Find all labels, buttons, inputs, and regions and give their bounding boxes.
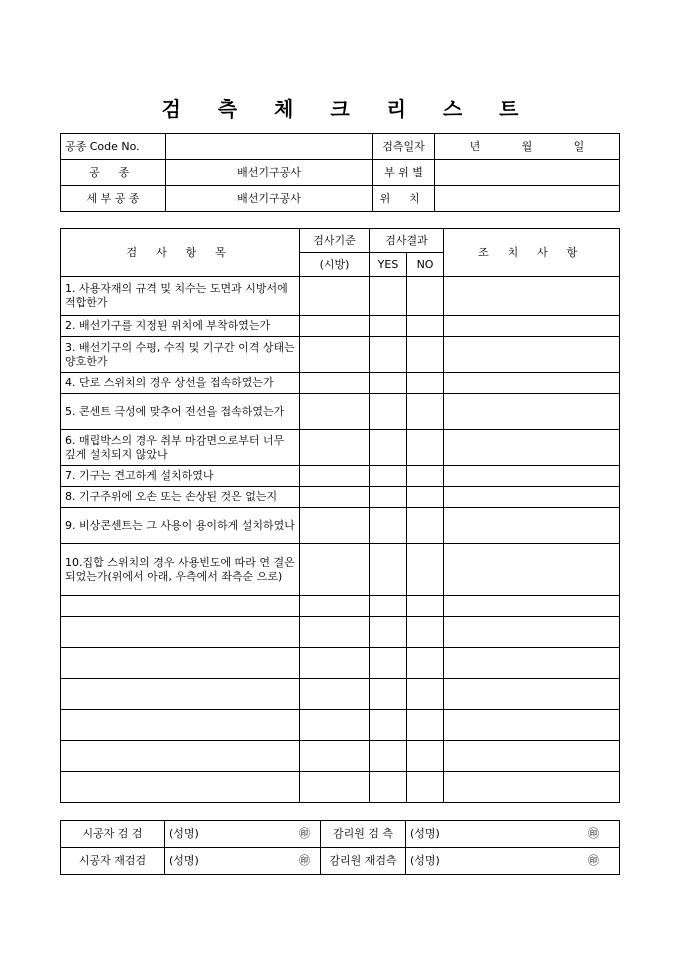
col-action-header: 조 치 사 항 xyxy=(444,229,620,277)
table-row xyxy=(61,373,620,394)
yes-cell[interactable] xyxy=(370,394,407,430)
work-type-value[interactable]: 배선기구공사 xyxy=(166,160,373,186)
check-item: 7. 기구는 견고하게 설치하였나 xyxy=(61,466,300,487)
action-cell[interactable] xyxy=(444,508,620,544)
table-row xyxy=(61,466,620,487)
name-label: (성명) xyxy=(169,854,199,867)
yes-cell[interactable] xyxy=(370,710,407,741)
action-cell[interactable] xyxy=(444,373,620,394)
action-cell[interactable] xyxy=(444,710,620,741)
contractor-reinspect-sign[interactable] xyxy=(165,848,321,875)
check-item: 4. 단로 스위치의 경우 상선을 접속하였는가 xyxy=(61,373,300,394)
no-cell[interactable] xyxy=(407,710,444,741)
date-year-label: 년 xyxy=(469,139,481,153)
check-item: 9. 비상콘센트는 그 사용이 용이하게 설치하였나 xyxy=(61,508,300,544)
yes-cell[interactable] xyxy=(370,648,407,679)
standard-cell[interactable] xyxy=(300,277,370,316)
seal-icon: ㊞ xyxy=(588,854,599,867)
check-item[interactable] xyxy=(61,617,300,648)
check-item: 1. 사용자재의 규격 및 치수는 도면과 시방서에 적합한가 xyxy=(61,277,300,316)
standard-cell[interactable] xyxy=(300,373,370,394)
col-standard-sub: (시방) xyxy=(300,253,370,277)
table-row xyxy=(61,741,620,772)
check-item[interactable] xyxy=(61,596,300,617)
action-cell[interactable] xyxy=(444,679,620,710)
work-code-label: 공종 Code No. xyxy=(61,134,166,160)
sub-work-value[interactable]: 배선기구공사 xyxy=(166,186,373,212)
standard-cell[interactable] xyxy=(300,430,370,466)
col-yes-header: YES xyxy=(370,253,407,277)
standard-cell[interactable] xyxy=(300,741,370,772)
no-cell[interactable] xyxy=(407,544,444,596)
table-row xyxy=(61,430,620,466)
no-cell[interactable] xyxy=(407,316,444,337)
table-row xyxy=(61,679,620,710)
check-item: 2. 배선기구를 지정된 위치에 부착하였는가 xyxy=(61,316,300,337)
standard-cell[interactable] xyxy=(300,772,370,803)
page-title: 검 측 체 크 리 스 트 xyxy=(161,97,534,121)
no-cell[interactable] xyxy=(407,373,444,394)
date-month-label: 월 xyxy=(521,139,533,153)
no-cell[interactable] xyxy=(407,741,444,772)
seal-icon: ㊞ xyxy=(588,827,599,840)
yes-cell[interactable] xyxy=(370,316,407,337)
table-row xyxy=(61,617,620,648)
table-row xyxy=(61,508,620,544)
check-item[interactable] xyxy=(61,710,300,741)
standard-cell[interactable] xyxy=(300,544,370,596)
standard-cell[interactable] xyxy=(300,487,370,508)
table-row xyxy=(61,316,620,337)
seal-icon: ㊞ xyxy=(299,854,310,867)
yes-cell[interactable] xyxy=(370,337,407,373)
no-cell[interactable] xyxy=(407,679,444,710)
part-value[interactable] xyxy=(435,160,620,186)
no-cell[interactable] xyxy=(407,596,444,617)
location-label: 위 치 xyxy=(373,186,435,212)
yes-cell[interactable] xyxy=(370,508,407,544)
yes-cell[interactable] xyxy=(370,617,407,648)
check-item: 10.집합 스위치의 경우 사용빈도에 따라 연 결은 되었는가(위에서 아래, 우측에서 좌측순 으로) xyxy=(61,544,300,596)
standard-cell[interactable] xyxy=(300,679,370,710)
action-cell[interactable] xyxy=(444,337,620,373)
no-cell[interactable] xyxy=(407,277,444,316)
action-cell[interactable] xyxy=(444,430,620,466)
supervisor-reinspect-sign[interactable] xyxy=(406,848,620,875)
no-cell[interactable] xyxy=(407,508,444,544)
check-item: 6. 매립박스의 경우 취부 마감면으로부터 너무 깊게 설치되지 않았나 xyxy=(61,430,300,466)
part-label: 부 위 별 xyxy=(373,160,435,186)
yes-cell[interactable] xyxy=(370,466,407,487)
action-cell[interactable] xyxy=(444,394,620,430)
yes-cell[interactable] xyxy=(370,430,407,466)
check-item[interactable] xyxy=(61,648,300,679)
standard-cell[interactable] xyxy=(300,466,370,487)
check-item[interactable] xyxy=(61,741,300,772)
date-day-label: 일 xyxy=(573,139,585,153)
col-item-header: 검 사 항 목 xyxy=(61,229,300,277)
standard-cell[interactable] xyxy=(300,337,370,373)
action-cell[interactable] xyxy=(444,544,620,596)
checklist-table xyxy=(60,228,620,803)
table-row xyxy=(61,394,620,430)
no-cell[interactable] xyxy=(407,617,444,648)
work-code-value[interactable] xyxy=(166,134,373,160)
seal-icon: ㊞ xyxy=(299,827,310,840)
work-type-label: 공 종 xyxy=(61,160,166,186)
check-item[interactable] xyxy=(61,772,300,803)
action-cell[interactable] xyxy=(444,617,620,648)
contractor-reinspect-label: 시공자 재검검 xyxy=(61,848,165,875)
no-cell[interactable] xyxy=(407,648,444,679)
signature-table xyxy=(60,820,620,875)
standard-cell[interactable] xyxy=(300,648,370,679)
supervisor-inspect-sign[interactable] xyxy=(406,821,620,848)
action-cell[interactable] xyxy=(444,316,620,337)
check-item: 3. 배선기구의 수평, 수직 및 기구간 이격 상태는 양호한가 xyxy=(61,337,300,373)
yes-cell[interactable] xyxy=(370,544,407,596)
col-standard-header: 검사기준 xyxy=(300,229,370,253)
standard-cell[interactable] xyxy=(300,316,370,337)
supervisor-reinspect-label: 감리원 재검측 xyxy=(321,848,406,875)
table-row xyxy=(61,337,620,373)
table-row xyxy=(61,544,620,596)
action-cell[interactable] xyxy=(444,648,620,679)
action-cell[interactable] xyxy=(444,596,620,617)
yes-cell[interactable] xyxy=(370,373,407,394)
no-cell[interactable] xyxy=(407,337,444,373)
table-row xyxy=(61,648,620,679)
action-cell[interactable] xyxy=(444,277,620,316)
no-cell[interactable] xyxy=(407,466,444,487)
yes-cell[interactable] xyxy=(370,487,407,508)
check-item: 5. 콘센트 극성에 맞추어 전선을 접속하였는가 xyxy=(61,394,300,430)
table-row xyxy=(61,277,620,316)
contractor-inspect-sign[interactable] xyxy=(165,821,321,848)
name-label: (성명) xyxy=(169,827,199,840)
table-row xyxy=(61,596,620,617)
standard-cell[interactable] xyxy=(300,710,370,741)
yes-cell[interactable] xyxy=(370,277,407,316)
col-result-header: 검사결과 xyxy=(370,229,444,253)
inspect-date-value[interactable] xyxy=(435,134,620,160)
header-table xyxy=(60,133,620,212)
standard-cell[interactable] xyxy=(300,394,370,430)
sub-work-label: 세 부 공 종 xyxy=(61,186,166,212)
name-label: (성명) xyxy=(410,854,440,867)
yes-cell[interactable] xyxy=(370,741,407,772)
no-cell[interactable] xyxy=(407,487,444,508)
no-cell[interactable] xyxy=(407,772,444,803)
col-no-header: NO xyxy=(407,253,444,277)
table-row xyxy=(61,710,620,741)
standard-cell[interactable] xyxy=(300,596,370,617)
contractor-inspect-label: 시공자 검 검 xyxy=(61,821,165,848)
table-row xyxy=(61,487,620,508)
action-cell[interactable] xyxy=(444,487,620,508)
table-row xyxy=(61,772,620,803)
action-cell[interactable] xyxy=(444,741,620,772)
yes-cell[interactable] xyxy=(370,596,407,617)
yes-cell[interactable] xyxy=(370,679,407,710)
check-item: 8. 기구주위에 오손 또는 손상된 것은 없는지 xyxy=(61,487,300,508)
inspect-date-label: 검측일자 xyxy=(373,134,435,160)
no-cell[interactable] xyxy=(407,394,444,430)
supervisor-inspect-label: 감리원 검 측 xyxy=(321,821,406,848)
standard-cell[interactable] xyxy=(300,508,370,544)
location-value[interactable] xyxy=(435,186,620,212)
no-cell[interactable] xyxy=(407,430,444,466)
name-label: (성명) xyxy=(410,827,440,840)
action-cell[interactable] xyxy=(444,466,620,487)
standard-cell[interactable] xyxy=(300,617,370,648)
check-item[interactable] xyxy=(61,679,300,710)
action-cell[interactable] xyxy=(444,772,620,803)
yes-cell[interactable] xyxy=(370,772,407,803)
